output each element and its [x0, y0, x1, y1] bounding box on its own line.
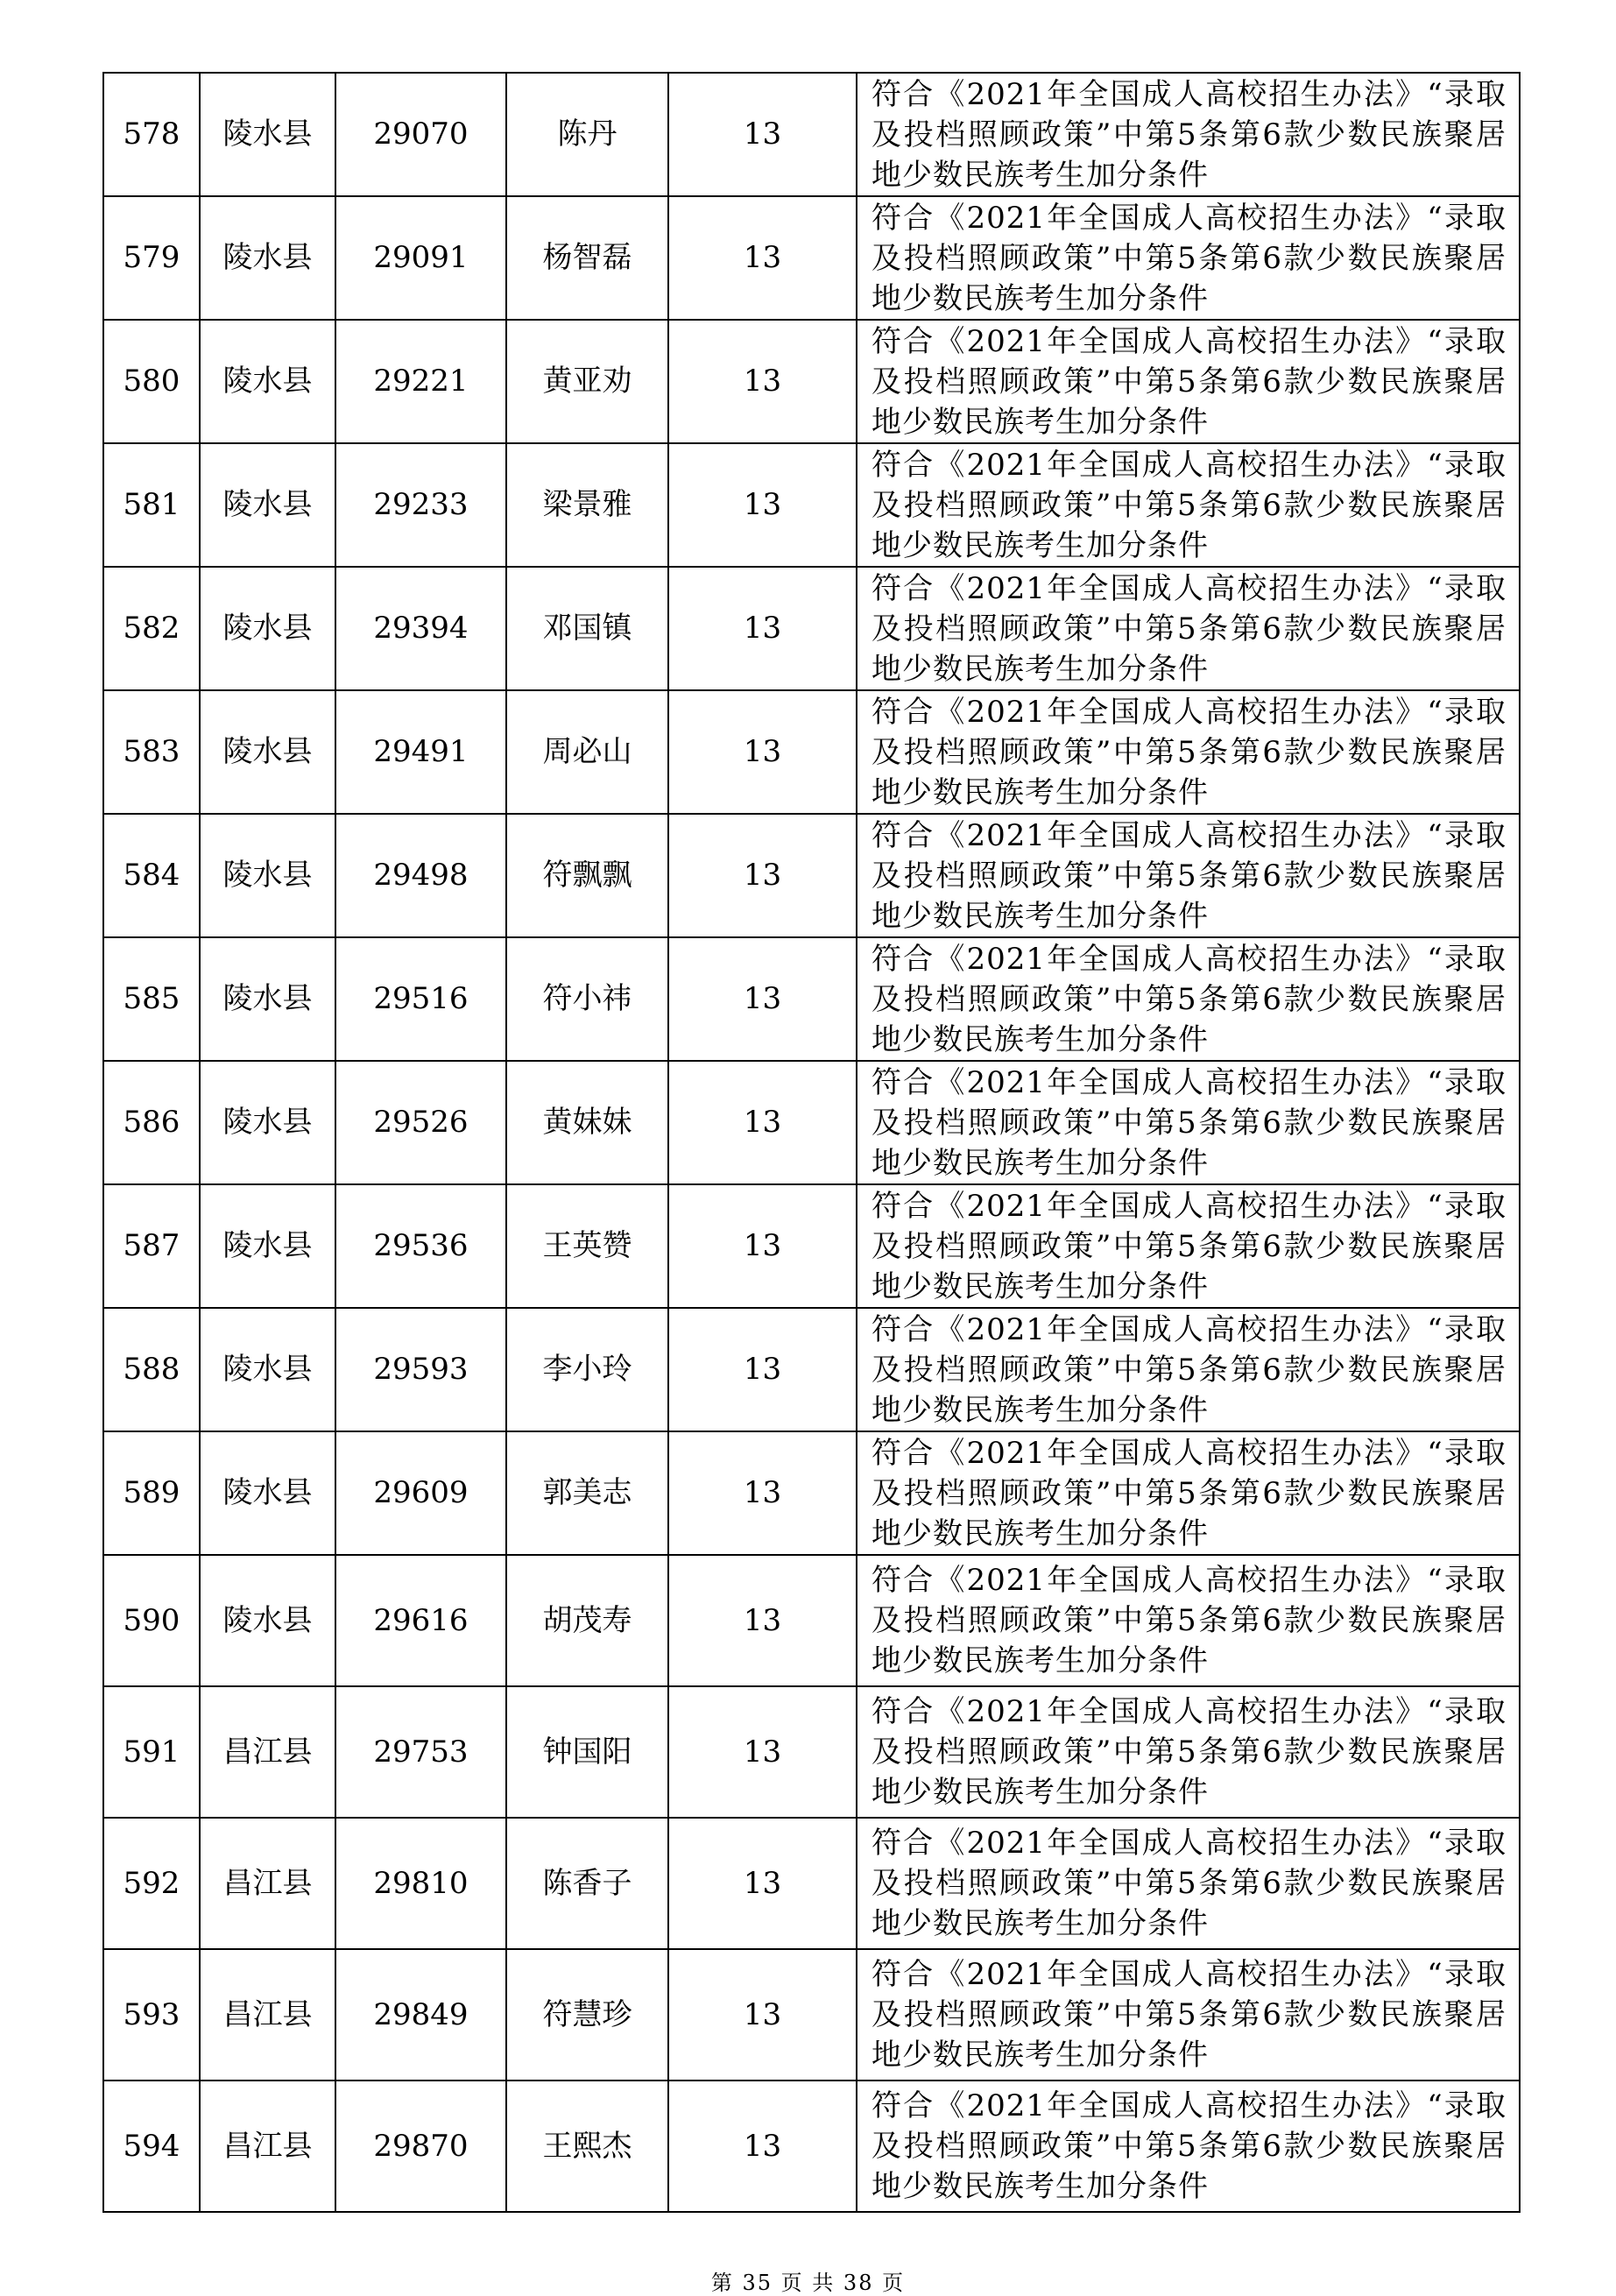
table-row — [103, 1061, 1520, 1184]
candidate-name-cell: 李小玲 — [506, 1308, 668, 1431]
county-cell: 昌江县 — [200, 1949, 335, 2081]
bonus-score-cell: 13 — [668, 1431, 857, 1555]
county-cell: 陵水县 — [200, 196, 335, 320]
table-row — [103, 1555, 1520, 1686]
eligibility-note-cell: 符合《2021年全国成人高校招生办法》“录取及投档照顾政策”中第5条第6款少数民族聚居地少数民族考生加分条件 — [857, 1184, 1520, 1308]
table-row — [103, 814, 1520, 937]
row-number: 585 — [103, 937, 200, 1061]
eligibility-note-cell: 符合《2021年全国成人高校招生办法》“录取及投档照顾政策”中第5条第6款少数民族聚居地少数民族考生加分条件 — [857, 567, 1520, 690]
candidate-name-cell: 符飘飘 — [506, 814, 668, 937]
candidate-name-cell: 邓国镇 — [506, 567, 668, 690]
candidate-name-cell: 陈丹 — [506, 73, 668, 196]
row-number: 587 — [103, 1184, 200, 1308]
row-number: 578 — [103, 73, 200, 196]
row-number: 583 — [103, 690, 200, 814]
eligibility-note-cell: 符合《2021年全国成人高校招生办法》“录取及投档照顾政策”中第5条第6款少数民族聚居地少数民族考生加分条件 — [857, 937, 1520, 1061]
row-number: 584 — [103, 814, 200, 937]
row-number: 579 — [103, 196, 200, 320]
bonus-score-cell: 13 — [668, 1555, 857, 1686]
exam-code-cell: 29810 — [335, 1818, 506, 1949]
bonus-score-cell: 13 — [668, 814, 857, 937]
table-row — [103, 937, 1520, 1061]
eligibility-note-cell: 符合《2021年全国成人高校招生办法》“录取及投档照顾政策”中第5条第6款少数民族聚居地少数民族考生加分条件 — [857, 320, 1520, 443]
county-cell: 陵水县 — [200, 443, 335, 567]
table-row — [103, 1949, 1520, 2081]
table-row — [103, 196, 1520, 320]
row-number: 580 — [103, 320, 200, 443]
table-row — [103, 1184, 1520, 1308]
exam-code-cell: 29849 — [335, 1949, 506, 2081]
exam-code-cell: 29491 — [335, 690, 506, 814]
table-row — [103, 73, 1520, 196]
bonus-score-cell: 13 — [668, 1818, 857, 1949]
table-row — [103, 690, 1520, 814]
table-row — [103, 2081, 1520, 2212]
county-cell: 昌江县 — [200, 1686, 335, 1818]
eligibility-note-cell: 符合《2021年全国成人高校招生办法》“录取及投档照顾政策”中第5条第6款少数民族聚居地少数民族考生加分条件 — [857, 690, 1520, 814]
row-number: 590 — [103, 1555, 200, 1686]
bonus-score-cell: 13 — [668, 73, 857, 196]
county-cell: 陵水县 — [200, 937, 335, 1061]
table-row — [103, 1308, 1520, 1431]
table-row — [103, 320, 1520, 443]
row-number: 581 — [103, 443, 200, 567]
row-number: 592 — [103, 1818, 200, 1949]
eligibility-note-cell: 符合《2021年全国成人高校招生办法》“录取及投档照顾政策”中第5条第6款少数民族聚居地少数民族考生加分条件 — [857, 443, 1520, 567]
exam-code-cell: 29609 — [335, 1431, 506, 1555]
candidate-name-cell: 王熙杰 — [506, 2081, 668, 2212]
bonus-score-cell: 13 — [668, 1184, 857, 1308]
eligibility-note-cell: 符合《2021年全国成人高校招生办法》“录取及投档照顾政策”中第5条第6款少数民族聚居地少数民族考生加分条件 — [857, 73, 1520, 196]
county-cell: 陵水县 — [200, 1061, 335, 1184]
eligibility-note-cell: 符合《2021年全国成人高校招生办法》“录取及投档照顾政策”中第5条第6款少数民族聚居地少数民族考生加分条件 — [857, 1061, 1520, 1184]
county-cell: 昌江县 — [200, 1818, 335, 1949]
county-cell: 陵水县 — [200, 1308, 335, 1431]
page-number-label: 第 35 页 共 38 页 — [710, 2271, 906, 2295]
bonus-score-cell: 13 — [668, 567, 857, 690]
exam-code-cell: 29091 — [335, 196, 506, 320]
county-cell: 陵水县 — [200, 1184, 335, 1308]
table-body — [103, 73, 1520, 2212]
exam-code-cell: 29536 — [335, 1184, 506, 1308]
candidate-name-cell: 梁景雅 — [506, 443, 668, 567]
exam-code-cell: 29516 — [335, 937, 506, 1061]
eligibility-note-cell: 符合《2021年全国成人高校招生办法》“录取及投档照顾政策”中第5条第6款少数民族聚居地少数民族考生加分条件 — [857, 1949, 1520, 2081]
county-cell: 陵水县 — [200, 814, 335, 937]
candidate-name-cell: 黄亚劝 — [506, 320, 668, 443]
bonus-score-cell: 13 — [668, 443, 857, 567]
bonus-score-cell: 13 — [668, 690, 857, 814]
eligibility-note-cell: 符合《2021年全国成人高校招生办法》“录取及投档照顾政策”中第5条第6款少数民族聚居地少数民族考生加分条件 — [857, 2081, 1520, 2212]
bonus-score-cell: 13 — [668, 2081, 857, 2212]
bonus-points-table — [102, 72, 1521, 2213]
exam-code-cell: 29233 — [335, 443, 506, 567]
row-number: 589 — [103, 1431, 200, 1555]
exam-code-cell: 29070 — [335, 73, 506, 196]
candidate-name-cell: 王英赞 — [506, 1184, 668, 1308]
eligibility-note-cell: 符合《2021年全国成人高校招生办法》“录取及投档照顾政策”中第5条第6款少数民族聚居地少数民族考生加分条件 — [857, 1818, 1520, 1949]
exam-code-cell: 29498 — [335, 814, 506, 937]
eligibility-note-cell: 符合《2021年全国成人高校招生办法》“录取及投档照顾政策”中第5条第6款少数民族聚居地少数民族考生加分条件 — [857, 1686, 1520, 1818]
bonus-score-cell: 13 — [668, 1061, 857, 1184]
exam-code-cell: 29394 — [335, 567, 506, 690]
eligibility-note-cell: 符合《2021年全国成人高校招生办法》“录取及投档照顾政策”中第5条第6款少数民族聚居地少数民族考生加分条件 — [857, 1431, 1520, 1555]
county-cell: 昌江县 — [200, 2081, 335, 2212]
candidate-name-cell: 陈香子 — [506, 1818, 668, 1949]
table-row — [103, 567, 1520, 690]
row-number: 582 — [103, 567, 200, 690]
candidate-name-cell: 杨智磊 — [506, 196, 668, 320]
table-row — [103, 443, 1520, 567]
eligibility-note-cell: 符合《2021年全国成人高校招生办法》“录取及投档照顾政策”中第5条第6款少数民族聚居地少数民族考生加分条件 — [857, 196, 1520, 320]
bonus-score-cell: 13 — [668, 196, 857, 320]
candidate-name-cell: 黄妹妹 — [506, 1061, 668, 1184]
county-cell: 陵水县 — [200, 73, 335, 196]
exam-code-cell: 29221 — [335, 320, 506, 443]
candidate-name-cell: 郭美志 — [506, 1431, 668, 1555]
candidate-name-cell: 符小祎 — [506, 937, 668, 1061]
row-number: 588 — [103, 1308, 200, 1431]
row-number: 593 — [103, 1949, 200, 2081]
eligibility-note-cell: 符合《2021年全国成人高校招生办法》“录取及投档照顾政策”中第5条第6款少数民族聚居地少数民族考生加分条件 — [857, 1308, 1520, 1431]
candidate-name-cell: 钟国阳 — [506, 1686, 668, 1818]
bonus-score-cell: 13 — [668, 1308, 857, 1431]
row-number: 591 — [103, 1686, 200, 1818]
table-row — [103, 1818, 1520, 1949]
row-number: 586 — [103, 1061, 200, 1184]
exam-code-cell: 29526 — [335, 1061, 506, 1184]
exam-code-cell: 29753 — [335, 1686, 506, 1818]
page-footer — [0, 2265, 1616, 2296]
bonus-score-cell: 13 — [668, 320, 857, 443]
county-cell: 陵水县 — [200, 1431, 335, 1555]
bonus-score-cell: 13 — [668, 937, 857, 1061]
exam-code-cell: 29870 — [335, 2081, 506, 2212]
exam-code-cell: 29593 — [335, 1308, 506, 1431]
county-cell: 陵水县 — [200, 1555, 335, 1686]
eligibility-note-cell: 符合《2021年全国成人高校招生办法》“录取及投档照顾政策”中第5条第6款少数民族聚居地少数民族考生加分条件 — [857, 814, 1520, 937]
bonus-score-cell: 13 — [668, 1949, 857, 2081]
table-row — [103, 1431, 1520, 1555]
bonus-score-cell: 13 — [668, 1686, 857, 1818]
candidate-name-cell: 周必山 — [506, 690, 668, 814]
eligibility-note-cell: 符合《2021年全国成人高校招生办法》“录取及投档照顾政策”中第5条第6款少数民族聚居地少数民族考生加分条件 — [857, 1555, 1520, 1686]
candidate-name-cell: 胡茂寿 — [506, 1555, 668, 1686]
table-row — [103, 1686, 1520, 1818]
exam-code-cell: 29616 — [335, 1555, 506, 1686]
county-cell: 陵水县 — [200, 320, 335, 443]
candidate-name-cell: 符慧珍 — [506, 1949, 668, 2081]
row-number: 594 — [103, 2081, 200, 2212]
county-cell: 陵水县 — [200, 690, 335, 814]
county-cell: 陵水县 — [200, 567, 335, 690]
